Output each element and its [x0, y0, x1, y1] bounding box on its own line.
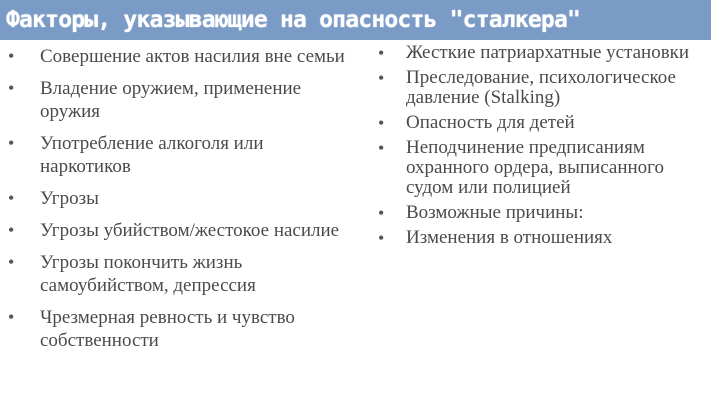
bullet-icon: • — [378, 68, 385, 88]
list-item-text: Возможные причины: — [406, 202, 584, 223]
list-item-text: Совершение актов насилия вне семьи — [40, 46, 345, 67]
list-item — [0, 219, 350, 242]
list-item — [0, 132, 350, 178]
bullet-icon: • — [8, 133, 15, 153]
list-item-text: Угрозы убийством/жестокое насилие — [40, 220, 340, 241]
list-item-text: Угрозы — [40, 188, 99, 209]
bullet-icon: • — [8, 46, 15, 66]
list-item-text: Владение оружием, применение оружия — [40, 78, 302, 122]
bullet-icon: • — [378, 43, 385, 63]
list-item — [370, 203, 711, 223]
list-item — [370, 43, 711, 63]
list-item — [370, 228, 711, 248]
bullet-icon: • — [378, 138, 385, 158]
list-item — [370, 113, 711, 133]
list-item-text: Употребление алкоголя или наркотиков — [40, 133, 264, 177]
list-item — [0, 306, 350, 352]
left-factor-list — [0, 41, 350, 361]
bullet-icon: • — [8, 252, 15, 272]
list-item-text: Изменения в отношениях — [406, 227, 613, 248]
right-factor-list — [370, 41, 711, 253]
bullet-icon: • — [8, 307, 15, 327]
list-item-text: Неподчинение предписаниям охранного ордера, выписанного судом или полицией — [406, 137, 664, 198]
list-item — [0, 251, 350, 297]
bullet-icon: • — [8, 188, 15, 208]
list-item-text: Угрозы покончить жизнь самоубийством, депрессия — [40, 252, 256, 296]
list-item — [370, 68, 711, 108]
list-item-text: Жесткие патриархатные установки — [406, 42, 690, 63]
bullet-icon: • — [378, 113, 385, 133]
bullet-icon: • — [8, 78, 15, 98]
page-title: Факторы, указывающие на опасность "сталкера" — [6, 7, 581, 33]
list-item — [0, 45, 350, 68]
list-item-text: Преследование, психологическое давление (Stalking) — [406, 67, 676, 108]
bullet-icon: • — [378, 203, 385, 223]
bullet-icon: • — [8, 220, 15, 240]
list-item — [370, 138, 711, 198]
list-item-text: Опасность для детей — [406, 112, 575, 133]
list-item — [0, 77, 350, 123]
title-banner — [0, 0, 711, 40]
list-item — [0, 187, 350, 210]
bullet-icon: • — [378, 228, 385, 248]
list-item-text: Чрезмерная ревность и чувство собственности — [40, 307, 295, 351]
